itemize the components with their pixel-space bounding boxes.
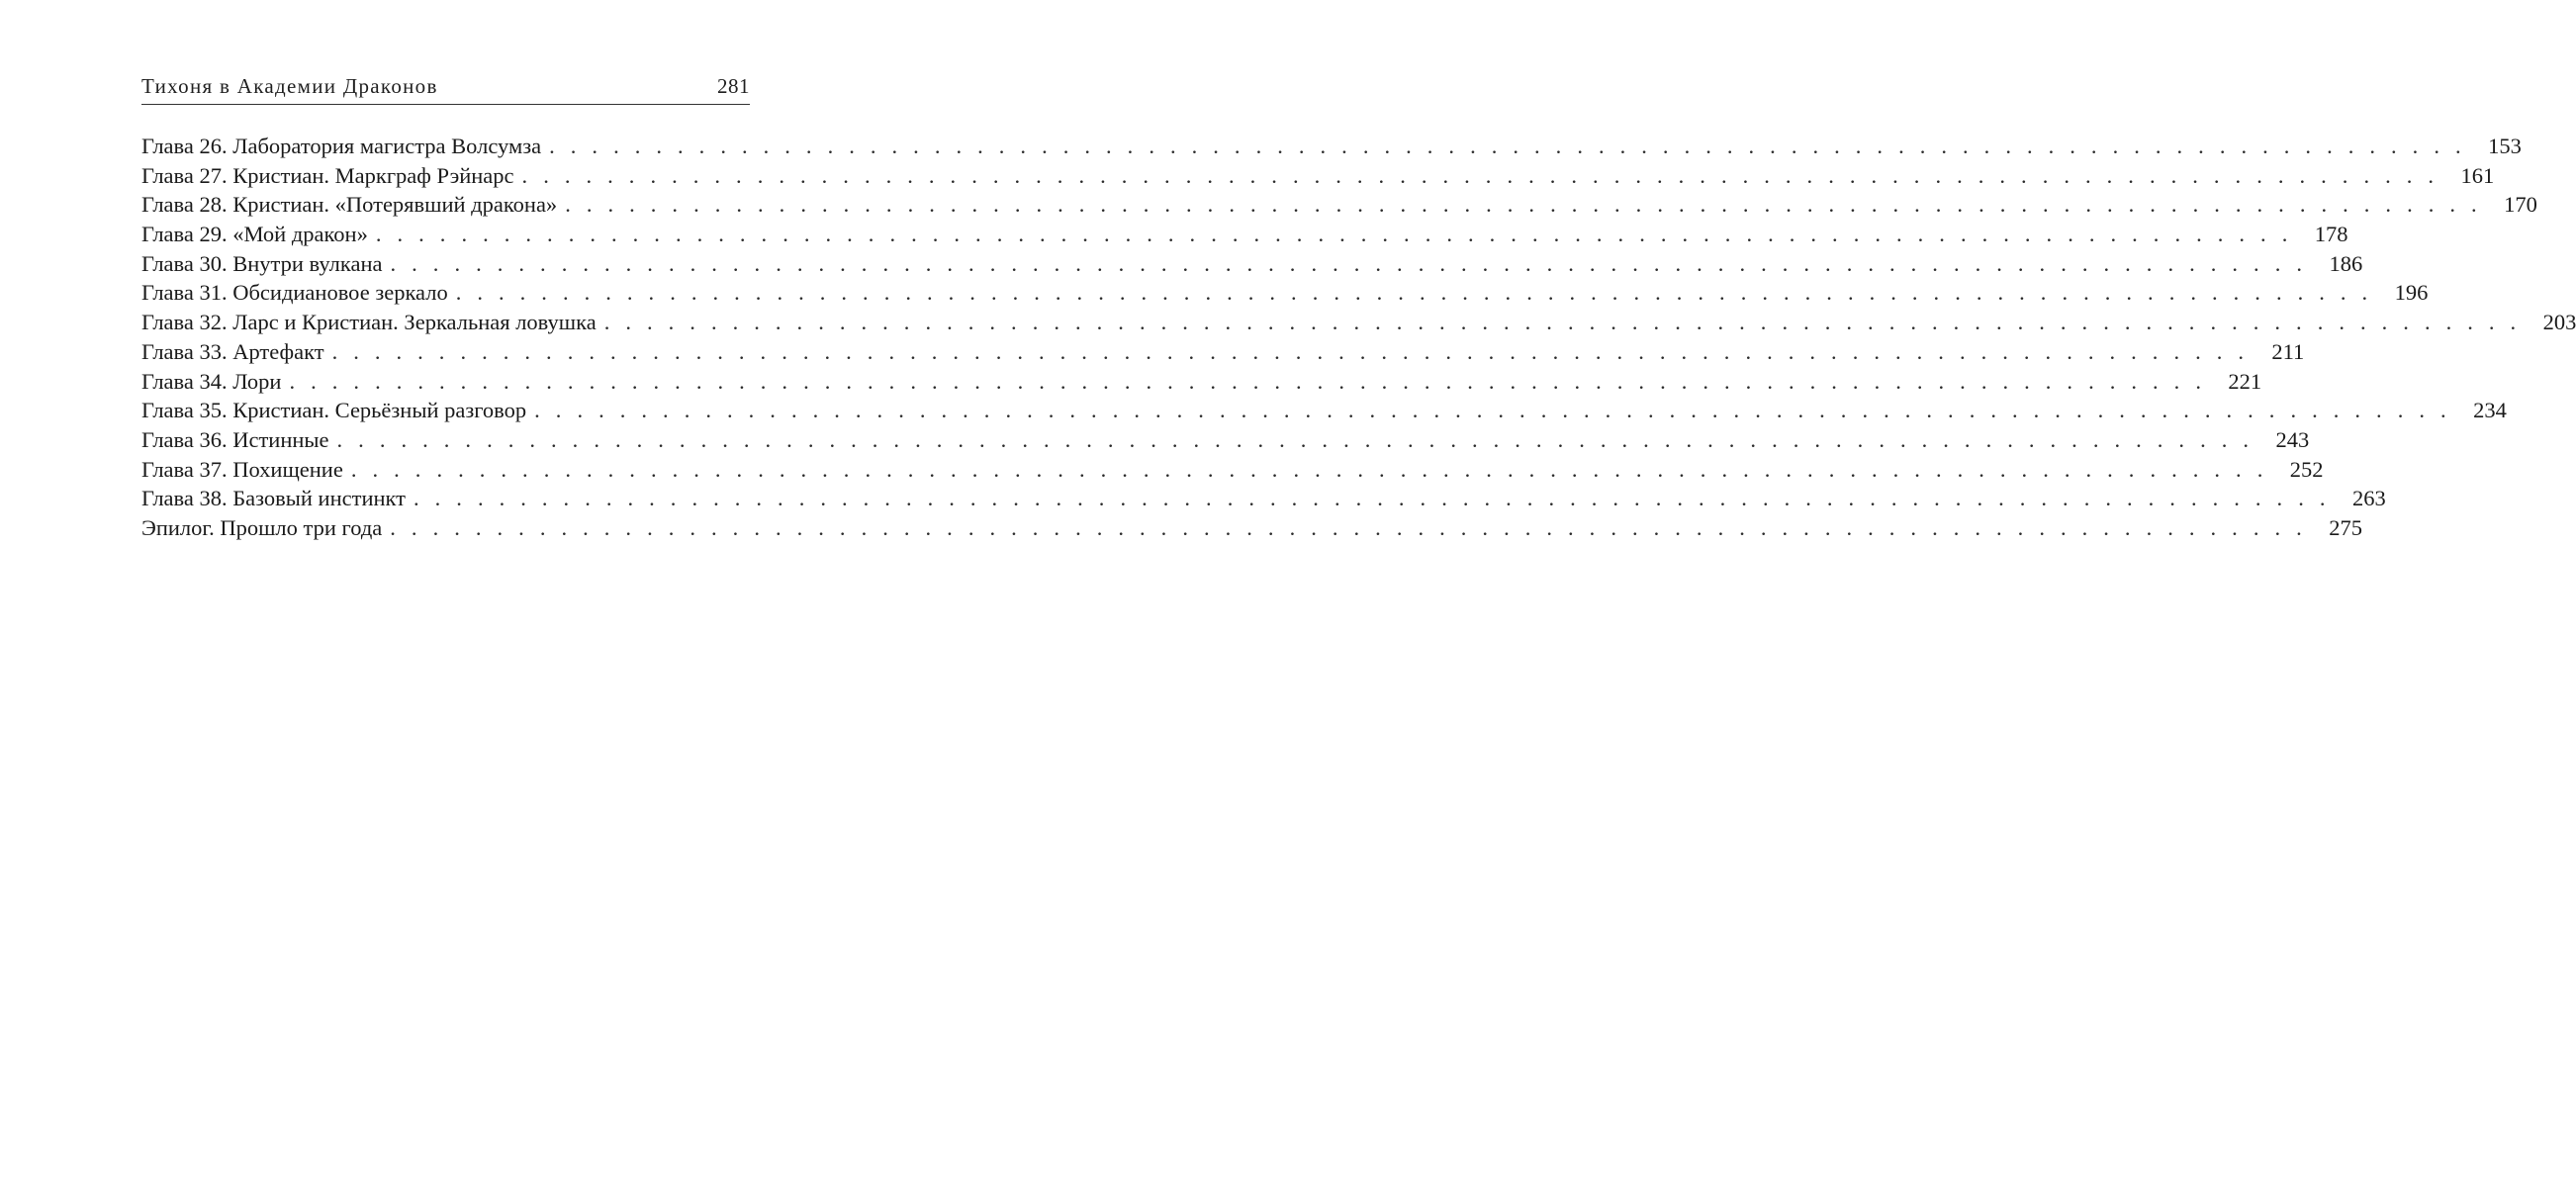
toc-entry-page: 161 xyxy=(2460,162,2495,188)
dot-leader: . . . . . . . . . . . . . . . . . . . . . . . . . . . . . . . . . . . . . . . . . . . . . . . . . . . . . . . . . . . . . . . . . . . . . . . . . . . . . . . . . . . . . . . . . . xyxy=(414,486,2331,511)
toc-entry-title: Глава 31. Обсидиановое зеркало xyxy=(141,280,448,306)
toc-entry xyxy=(141,337,2305,367)
toc-entry-page: 263 xyxy=(2351,486,2386,511)
table-of-contents xyxy=(141,132,2576,543)
toc-entry-title: Глава 35. Кристиан. Серьёзный разговор xyxy=(141,398,527,423)
toc-entry-title: Глава 38. Базовый инстинкт xyxy=(141,486,406,511)
toc-entry-page: 252 xyxy=(2289,456,2324,482)
toc-entry xyxy=(141,278,2429,308)
book-title: Тихоня в Академии Драконов xyxy=(141,74,438,98)
header-rule xyxy=(141,104,750,105)
toc-entry xyxy=(141,455,2324,485)
toc-entry-title: Глава 32. Ларс и Кристиан. Зеркальная ловушка xyxy=(141,310,597,335)
toc-entry xyxy=(141,249,2363,279)
toc-entry-title: Глава 36. Истинные xyxy=(141,426,329,452)
toc-entry-title: Глава 28. Кристиан. «Потерявший дракона» xyxy=(141,192,558,218)
toc-entry-title: Глава 37. Похищение xyxy=(141,456,343,482)
toc-entry-page: 275 xyxy=(2329,514,2362,540)
toc-entry-page: 243 xyxy=(2275,426,2310,452)
dot-leader: . . . . . . . . . . . . . . . . . . . . . . . . . . . . . . . . . . . . . . . . . . . . . . . . . . . . . . . . . . . . . . . . . . . . . . . . . . . . . . . . . . . . . . . . . . xyxy=(521,162,2439,188)
dot-leader: . . . . . . . . . . . . . . . . . . . . . . . . . . . . . . . . . . . . . . . . . . . . . . . . . . . . . . . . . . . . . . . . . . . . . . . . . . . . . . . . . . . . . . . . . . xyxy=(549,134,2466,158)
toc-entry-page: 170 xyxy=(2504,192,2537,218)
toc-entry-page: 178 xyxy=(2314,222,2348,247)
toc-entry-title: Глава 30. Внутри вулкана xyxy=(141,250,383,276)
toc-entry xyxy=(141,308,2576,337)
toc-entry-title: Глава 33. Артефакт xyxy=(141,338,324,364)
toc-entry xyxy=(141,132,2522,161)
toc-entry xyxy=(141,220,2348,249)
running-header xyxy=(141,67,750,99)
toc-entry xyxy=(141,161,2495,191)
dot-leader: . . . . . . . . . . . . . . . . . . . . . . . . . . . . . . . . . . . . . . . . . . . . . . . . . . . . . . . . . . . . . . . . . . . . . . . . . . . . . . . . . . . . . . . . . . xyxy=(350,456,2268,482)
toc-entry-title: Глава 29. «Мой дракон» xyxy=(141,222,368,247)
toc-entry-page: 203 xyxy=(2542,310,2576,335)
dot-leader: . . . . . . . . . . . . . . . . . . . . . . . . . . . . . . . . . . . . . . . . . . . . . . . . . . . . . . . . . . . . . . . . . . . . . . . . . . . . . . . . . . . . . . . . . . xyxy=(390,514,2307,540)
toc-entry xyxy=(141,484,2386,513)
toc-entry xyxy=(141,513,2362,543)
toc-entry xyxy=(141,367,2262,397)
dot-leader: . . . . . . . . . . . . . . . . . . . . . . . . . . . . . . . . . . . . . . . . . . . . . . . . . . . . . . . . . . . . . . . . . . . . . . . . . . . . . . . . . . . . . . . . . . xyxy=(289,368,2207,394)
toc-entry xyxy=(141,425,2310,455)
dot-leader: . . . . . . . . . . . . . . . . . . . . . . . . . . . . . . . . . . . . . . . . . . . . . . . . . . . . . . . . . . . . . . . . . . . . . . . . . . . . . . . . . . . . . . . . . . xyxy=(375,222,2293,247)
toc-entry-page: 196 xyxy=(2394,280,2429,306)
toc-entry-title: Глава 27. Кристиан. Маркграф Рэйнарс xyxy=(141,162,514,188)
dot-leader: . . . . . . . . . . . . . . . . . . . . . . . . . . . . . . . . . . . . . . . . . . . . . . . . . . . . . . . . . . . . . . . . . . . . . . . . . . . . . . . . . . . . . . . . . . xyxy=(603,310,2522,335)
page-number: 281 xyxy=(717,74,750,98)
toc-entry-page: 234 xyxy=(2473,398,2507,423)
toc-entry-title: Глава 34. Лори xyxy=(141,368,282,394)
toc-entry-page: 211 xyxy=(2271,338,2305,364)
dot-leader: . . . . . . . . . . . . . . . . . . . . . . . . . . . . . . . . . . . . . . . . . . . . . . . . . . . . . . . . . . . . . . . . . . . . . . . . . . . . . . . . . . . . . . . . . . xyxy=(565,192,2482,218)
dot-leader: . . . . . . . . . . . . . . . . . . . . . . . . . . . . . . . . . . . . . . . . . . . . . . . . . . . . . . . . . . . . . . . . . . . . . . . . . . . . . . . . . . . . . . . . . . xyxy=(336,426,2254,452)
toc-entry xyxy=(141,190,2537,220)
dot-leader: . . . . . . . . . . . . . . . . . . . . . . . . . . . . . . . . . . . . . . . . . . . . . . . . . . . . . . . . . . . . . . . . . . . . . . . . . . . . . . . . . . . . . . . . . . xyxy=(331,338,2250,364)
toc-entry-page: 153 xyxy=(2488,134,2522,158)
toc-entry-title: Глава 26. Лаборатория магистра Волсумза xyxy=(141,134,542,158)
toc-entry-page: 186 xyxy=(2329,250,2363,276)
dot-leader: . . . . . . . . . . . . . . . . . . . . . . . . . . . . . . . . . . . . . . . . . . . . . . . . . . . . . . . . . . . . . . . . . . . . . . . . . . . . . . . . . . . . . . . . . . xyxy=(390,250,2308,276)
dot-leader: . . . . . . . . . . . . . . . . . . . . . . . . . . . . . . . . . . . . . . . . . . . . . . . . . . . . . . . . . . . . . . . . . . . . . . . . . . . . . . . . . . . . . . . . . . xyxy=(455,280,2373,306)
dot-leader: . . . . . . . . . . . . . . . . . . . . . . . . . . . . . . . . . . . . . . . . . . . . . . . . . . . . . . . . . . . . . . . . . . . . . . . . . . . . . . . . . . . . . . . . . . xyxy=(534,398,2451,423)
toc-entry-page: 221 xyxy=(2228,368,2262,394)
toc-entry-title: Эпилог. Прошло три года xyxy=(141,514,383,540)
toc-entry xyxy=(141,396,2507,425)
